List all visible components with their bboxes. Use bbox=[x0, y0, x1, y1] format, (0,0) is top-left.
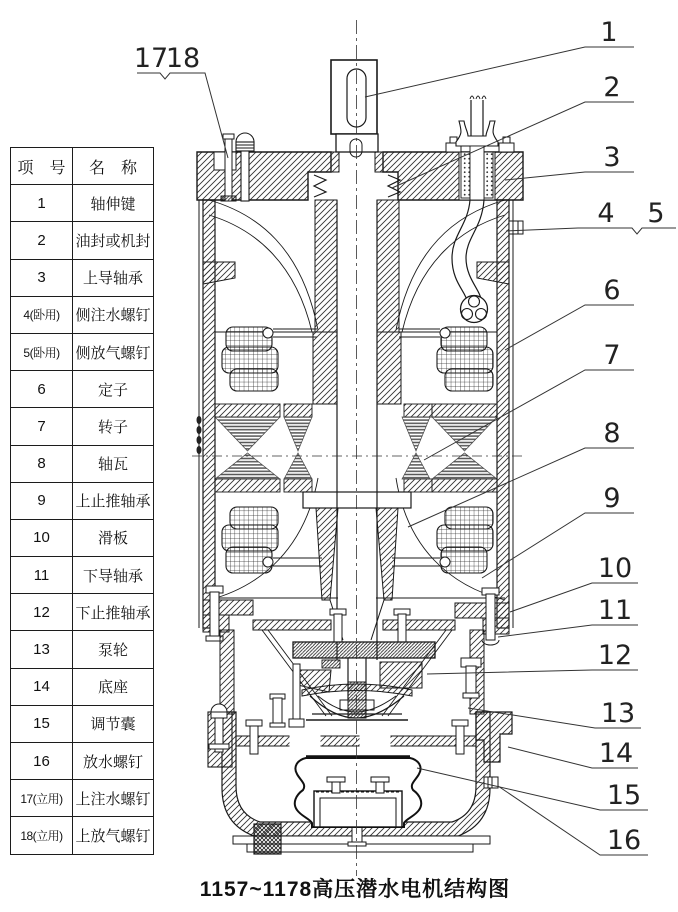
part-name: 泵轮 bbox=[73, 631, 154, 668]
side-fill-vent-screw bbox=[509, 221, 523, 234]
part-number: 3 bbox=[11, 259, 73, 296]
part-number: 10 bbox=[11, 519, 73, 556]
lower-guide-bearing bbox=[482, 640, 499, 645]
callout-2: 2 bbox=[603, 72, 621, 103]
part-name: 底座 bbox=[73, 668, 154, 705]
part-name: 调节囊 bbox=[73, 705, 154, 742]
part-number: 16 bbox=[11, 743, 73, 780]
upper-guide-bearing bbox=[461, 152, 470, 198]
callout-17: 17 bbox=[133, 43, 169, 74]
callout-6: 6 bbox=[603, 275, 621, 306]
part-number: 9 bbox=[11, 482, 73, 519]
callout-4: 4 bbox=[597, 198, 615, 229]
part-name: 轴瓦 bbox=[73, 445, 154, 482]
callout-leader-3 bbox=[505, 172, 634, 180]
callout-8: 8 bbox=[603, 418, 621, 449]
part-number: 6 bbox=[11, 371, 73, 408]
part-name: 上放气螺钉 bbox=[73, 817, 154, 854]
part-number: 18(立用) bbox=[11, 817, 73, 854]
diaphragm-plate bbox=[236, 736, 476, 746]
part-name: 放水螺钉 bbox=[73, 743, 154, 780]
callout-11: 11 bbox=[597, 595, 633, 626]
part-name: 轴伸键 bbox=[73, 185, 154, 222]
part-name: 滑板 bbox=[73, 519, 154, 556]
part-name: 定子 bbox=[73, 371, 154, 408]
part-number: 17(立用) bbox=[11, 780, 73, 817]
part-name: 下止推轴承 bbox=[73, 594, 154, 631]
part-name: 侧注水螺钉 bbox=[73, 296, 154, 333]
part-name: 下导轴承 bbox=[73, 557, 154, 594]
cable-strands bbox=[470, 96, 486, 99]
part-number: 12 bbox=[11, 594, 73, 631]
part-number: 4(卧用) bbox=[11, 296, 73, 333]
shaft-assembly bbox=[303, 152, 411, 660]
part-name: 上注水螺钉 bbox=[73, 780, 154, 817]
callout-15: 15 bbox=[606, 780, 642, 811]
callout-5: 5 bbox=[647, 198, 665, 229]
part-name: 转子 bbox=[73, 408, 154, 445]
callout-18: 18 bbox=[165, 43, 201, 74]
part-number: 8 bbox=[11, 445, 73, 482]
part-number: 15 bbox=[11, 705, 73, 742]
part-name: 上止推轴承 bbox=[73, 482, 154, 519]
part-number: 2 bbox=[11, 222, 73, 259]
part-number: 11 bbox=[11, 557, 73, 594]
callout-1: 1 bbox=[600, 17, 618, 48]
shaft-extension bbox=[331, 60, 378, 157]
part-number: 13 bbox=[11, 631, 73, 668]
part-number: 14 bbox=[11, 668, 73, 705]
part-number: 5(卧用) bbox=[11, 333, 73, 370]
callout-10: 10 bbox=[597, 553, 633, 584]
part-number: 7 bbox=[11, 408, 73, 445]
part-name: 油封或机封 bbox=[73, 222, 154, 259]
part-name: 侧放气螺钉 bbox=[73, 333, 154, 370]
callout-12: 12 bbox=[597, 640, 633, 671]
callout-13: 13 bbox=[600, 698, 636, 729]
cable-gland bbox=[456, 121, 498, 146]
callout-leader-11 bbox=[498, 625, 638, 637]
callout-3: 3 bbox=[603, 142, 621, 173]
callout-leader-17 bbox=[137, 73, 228, 158]
callout-7: 7 bbox=[603, 340, 621, 371]
pump-impeller bbox=[270, 658, 481, 727]
callout-14: 14 bbox=[598, 738, 634, 769]
header-item-name: 名 称 bbox=[73, 148, 154, 185]
adjusting-bladder bbox=[295, 757, 421, 827]
callout-16: 16 bbox=[606, 825, 642, 856]
drain-boss bbox=[254, 824, 281, 854]
power-cable bbox=[452, 96, 498, 323]
part-number: 1 bbox=[11, 185, 73, 222]
diagram-title: 1157~1178高压潜水电机结构图 bbox=[199, 878, 511, 901]
bearing-bush bbox=[313, 332, 337, 404]
callout-leader-1 bbox=[365, 47, 634, 97]
callout-9: 9 bbox=[603, 483, 621, 514]
header-item-no: 项 号 bbox=[11, 148, 73, 185]
part-name: 上导轴承 bbox=[73, 259, 154, 296]
thrust-plate bbox=[293, 642, 435, 658]
